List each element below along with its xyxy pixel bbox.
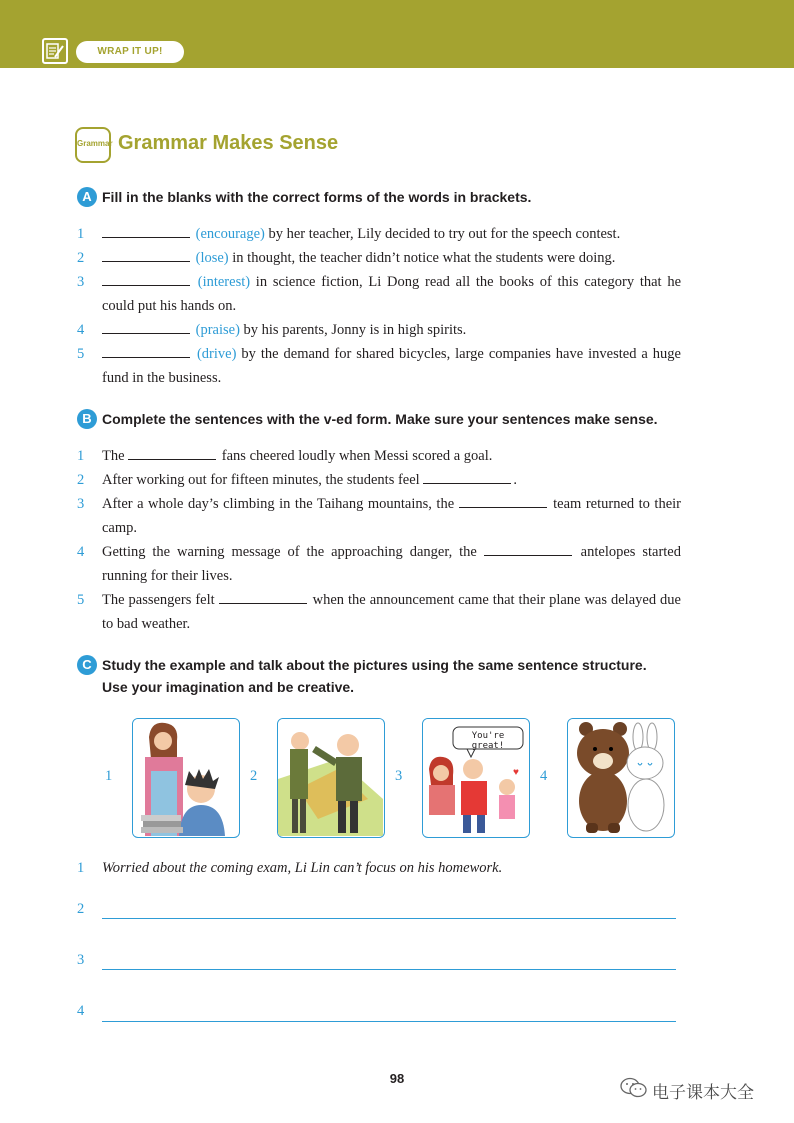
word-hint: (drive) — [196, 346, 237, 362]
item-text-before: Getting the warning message of the approaching danger, the — [102, 544, 484, 560]
answer-blank[interactable] — [484, 541, 572, 556]
picture-number: 4 — [540, 768, 548, 784]
item-text-before: The passengers felt — [102, 592, 219, 608]
list-item — [77, 444, 681, 468]
item-text: by her teacher, Lily decided to try out for the speech contest. — [264, 226, 621, 242]
grammar-icon — [75, 127, 111, 163]
task-b-instruction: Complete the sentences with the v-ed form. Make sure your sentences make sense. — [102, 411, 658, 427]
answer-blank[interactable] — [102, 271, 190, 286]
picture-worried-student — [132, 718, 240, 838]
answer-number: 4 — [77, 1003, 85, 1019]
item-text: by the demand for shared bicycles, large companies have invested a huge fund in the business. — [102, 346, 681, 386]
task-a-badge: A — [77, 187, 97, 207]
item-text-after: team returned to their camp. — [102, 496, 681, 536]
picture-number: 3 — [395, 768, 403, 784]
answer-blank[interactable] — [128, 445, 216, 460]
list-item — [77, 540, 681, 588]
item-number: 2 — [77, 472, 85, 488]
list-item — [77, 246, 681, 270]
item-number: 4 — [77, 544, 85, 560]
wechat-logo-icon — [620, 1077, 648, 1104]
section-title: Grammar Makes Sense — [118, 132, 339, 154]
answer-blank[interactable] — [102, 247, 190, 262]
list-item — [77, 468, 681, 492]
item-number: 4 — [77, 322, 85, 338]
item-number: 5 — [77, 592, 85, 608]
answer-line[interactable] — [102, 1020, 676, 1022]
picture-bear-bunny — [567, 718, 675, 838]
task-a-instruction: Fill in the blanks with the correct forms of the words in brackets. — [102, 189, 532, 205]
item-number: 2 — [77, 250, 85, 266]
answer-blank[interactable] — [423, 469, 511, 484]
task-c-instruction-line1: Study the example and talk about the pictures using the same sentence structure. — [102, 657, 647, 673]
item-text-before: After a whole day’s climbing in the Taihang mountains, the — [102, 496, 459, 512]
list-item — [77, 492, 681, 540]
answer-number: 3 — [77, 952, 85, 968]
list-item — [77, 318, 681, 342]
list-item — [77, 270, 681, 318]
item-number: 3 — [77, 274, 85, 290]
answer-number: 2 — [77, 901, 85, 917]
list-item — [77, 342, 681, 390]
page-number: 98 — [389, 1071, 405, 1086]
task-b-list — [77, 444, 681, 636]
notepad-pencil-icon — [42, 38, 68, 64]
grammar-icon-label: Grammar — [77, 139, 113, 148]
top-banner — [0, 0, 794, 68]
item-text: in science fiction, Li Dong read all the books of this category that he could put his hands on. — [102, 274, 681, 314]
item-text-before: The — [102, 448, 129, 464]
answer-line[interactable] — [102, 968, 676, 970]
item-text-after: when the announcement came that their plane was delayed due to bad weather. — [102, 592, 681, 632]
speech-bubble-text: You're great! — [471, 731, 505, 751]
answer-line[interactable] — [102, 917, 676, 919]
word-hint: (interest) — [197, 274, 251, 290]
task-a-list — [77, 222, 681, 390]
item-text: by his parents, Jonny is in high spirits. — [239, 322, 467, 338]
picture-number: 2 — [250, 768, 258, 784]
watermark-text: 电子课本大全 — [652, 1083, 754, 1103]
word-hint: (encourage) — [195, 226, 265, 242]
svg-text:♥: ♥ — [513, 767, 519, 778]
item-number: 5 — [77, 346, 85, 362]
picture-angry-man — [277, 718, 385, 838]
item-text: in thought, the teacher didn’t notice what the students were doing. — [228, 250, 616, 266]
list-item — [77, 588, 681, 636]
item-text-after: antelopes started running for their lives. — [102, 544, 681, 584]
answer-blank[interactable] — [459, 493, 547, 508]
answer-blank[interactable] — [219, 589, 307, 604]
task-b-badge: B — [77, 409, 97, 429]
wrap-it-up-badge: WRAP IT UP! — [76, 41, 184, 63]
word-hint: (lose) — [195, 250, 229, 266]
picture-family-praise — [422, 718, 530, 838]
picture-number: 1 — [105, 768, 113, 784]
task-c-instruction-line2: Use your imagination and be creative. — [102, 679, 355, 695]
item-text-before: After working out for fifteen minutes, the students feel — [102, 472, 424, 488]
task-c-badge: C — [77, 655, 97, 675]
answer-blank[interactable] — [102, 319, 190, 334]
item-text-after: fans cheered loudly when Messi scored a goal. — [218, 448, 493, 464]
list-item — [77, 222, 681, 246]
item-number: 3 — [77, 496, 85, 512]
item-number: 1 — [77, 226, 85, 242]
answer-number: 1 — [77, 860, 85, 876]
item-number: 1 — [77, 448, 85, 464]
answer-blank[interactable] — [102, 343, 190, 358]
example-sentence: Worried about the coming exam, Li Lin can’t focus on his homework. — [102, 860, 503, 876]
answer-blank[interactable] — [102, 223, 190, 238]
item-text-after: . — [513, 472, 517, 488]
word-hint: (praise) — [195, 322, 240, 338]
